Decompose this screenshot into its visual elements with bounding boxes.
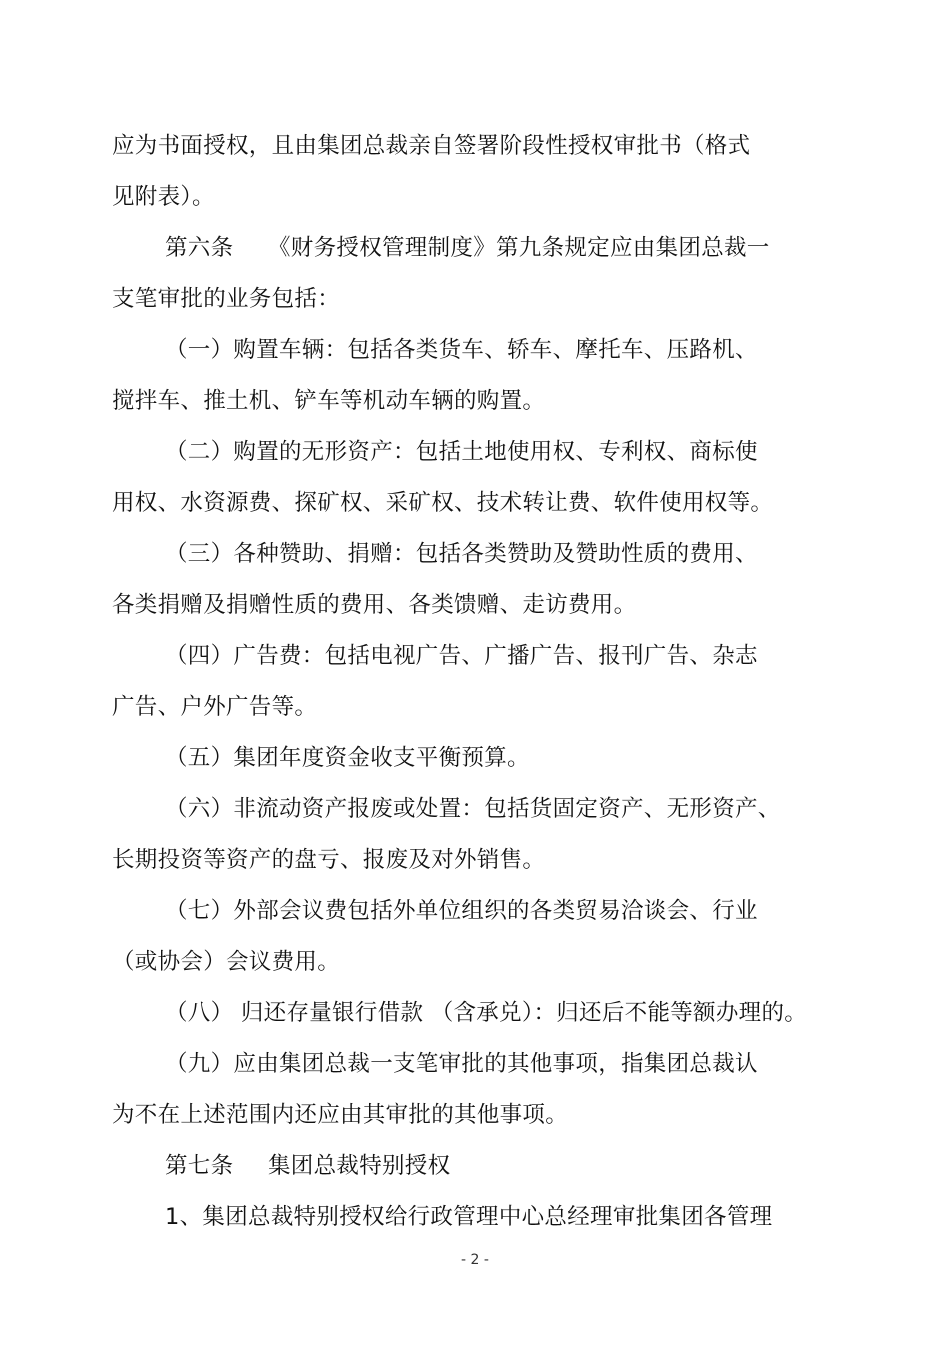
list-item-5: （五）集团年度资金收支平衡预算。 bbox=[165, 745, 530, 771]
article-6-number: 第六条 bbox=[165, 235, 234, 261]
paragraph-line: 应为书面授权，且由集团总裁亲自签署阶段性授权审批书（格式 bbox=[112, 133, 751, 159]
paragraph-line: 见附表）。 bbox=[112, 184, 215, 210]
article-7-number: 第七条 bbox=[165, 1153, 234, 1179]
list-item-7: （七）外部会议费包括外单位组织的各类贸易洽谈会、行业 bbox=[165, 898, 758, 924]
article-7-heading bbox=[165, 1151, 450, 1181]
paragraph-line: 各类捐赠及捐赠性质的费用、各类馈赠、走访费用。 bbox=[112, 592, 637, 618]
article-6-text: 《财务授权管理制度》第九条规定应由集团总裁一 bbox=[268, 235, 770, 261]
paragraph-line: 1、集团总裁特别授权给行政管理中心总经理审批集团各管理 bbox=[165, 1204, 773, 1230]
paragraph-line: 长期投资等资产的盘亏、报废及对外销售。 bbox=[112, 847, 546, 873]
list-item-6: （六）非流动资产报废或处置：包括货固定资产、无形资产、 bbox=[165, 796, 781, 822]
paragraph-line: 支笔审批的业务包括： bbox=[112, 286, 341, 312]
page-number: - 2 - bbox=[461, 1252, 489, 1268]
paragraph-line: 用权、水资源费、探矿权、采矿权、技术转让费、软件使用权等。 bbox=[112, 490, 774, 516]
list-item-2: （二）购置的无形资产：包括土地使用权、专利权、商标使 bbox=[165, 439, 758, 465]
list-item-9: （九）应由集团总裁一支笔审批的其他事项，指集团总裁认 bbox=[165, 1051, 758, 1077]
article-7-text: 集团总裁特别授权 bbox=[268, 1153, 451, 1179]
list-item-1: （一）购置车辆：包括各类货车、轿车、摩托车、压路机、 bbox=[165, 337, 758, 363]
paragraph-line: （或协会）会议费用。 bbox=[112, 949, 341, 975]
article-6-heading bbox=[165, 233, 770, 263]
paragraph-line: 广告、户外广告等。 bbox=[112, 694, 318, 720]
list-item-8: （八） 归还存量银行借款 （含承兑）：归还后不能等额办理的。 bbox=[165, 1000, 808, 1026]
list-item-4: （四）广告费：包括电视广告、广播广告、报刊广告、杂志 bbox=[165, 643, 758, 669]
paragraph-line: 搅拌车、推土机、铲车等机动车辆的购置。 bbox=[112, 388, 546, 414]
list-item-3: （三）各种赞助、捐赠：包括各类赞助及赞助性质的费用、 bbox=[165, 541, 758, 567]
paragraph-line: 为不在上述范围内还应由其审批的其他事项。 bbox=[112, 1102, 569, 1128]
